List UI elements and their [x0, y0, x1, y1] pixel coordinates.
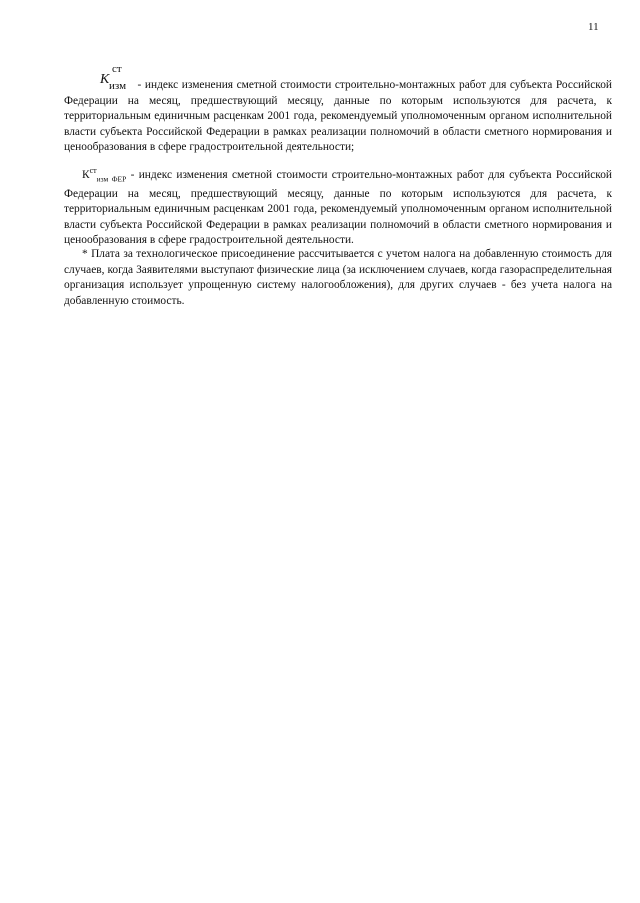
definition-text: - индекс изменения сметной стоимости строительно-монтажных работ для субъекта Российской Федерации на месяц, предшествующий месяцу, данные по которым используются для расчета, к территориальным единичным расценкам 2001 года, рекомендуемый уполномоченным органом исполнительной власти субъекта Российской Федерации в рамках реализации полномочий в области сметного нормирования и ценообразования в сфере градостроительной деятельности.: [64, 168, 613, 247]
formula-superscript: ст: [89, 166, 97, 175]
footnote: * Плата за технологическое присоединение рассчитывается с учетом налога на добавленную стоимость для случаев, когда Заявителями выступают физические лица (за исключением случаев, когда газораспределительная организация использует упрощенную систему налогообложения), для других случаев - без учета налога на добавленную стоимость.: [64, 248, 612, 307]
formula-base: K: [100, 72, 110, 87]
formula-subscript: изм: [109, 80, 127, 92]
formula-subscript: изм ФЕР: [96, 174, 127, 184]
page-number: 11: [588, 21, 599, 33]
formula-base: К: [82, 168, 90, 181]
definition-k-izm: [64, 62, 612, 156]
definition-k-izm-fer: [64, 163, 612, 249]
formula-symbol-k-izm-fer: [82, 166, 127, 184]
formula-symbol-k-izm: [82, 62, 134, 92]
definition-text: - индекс изменения сметной стоимости строительно-монтажных работ для субъекта Российской Федерации на месяц, предшествующий месяцу, данные по которым используются для расчета, к территориальным единичным расценкам 2001 года, рекомендуемый уполномоченным органом исполнительной власти субъекта Российской Федерации в рамках реализации полномочий в области сметного нормирования и ценообразования в сфере градостроительной деятельности;: [64, 79, 612, 153]
formula-superscript: ст: [112, 63, 122, 75]
